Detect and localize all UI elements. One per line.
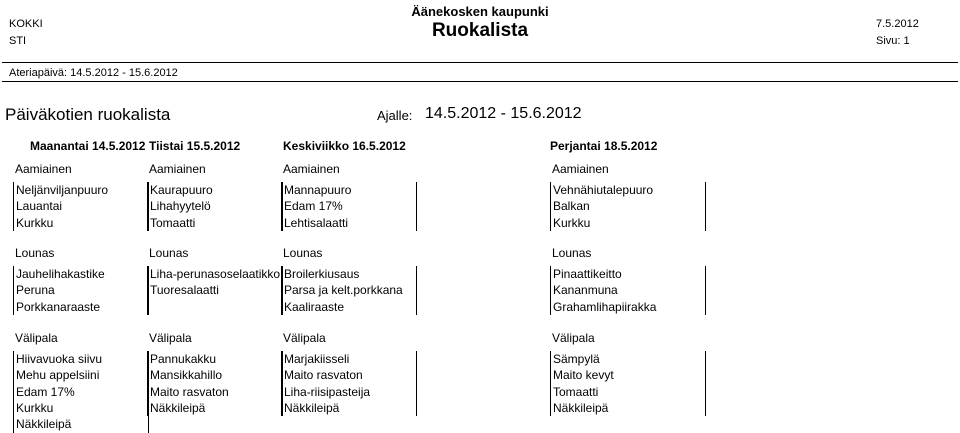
menu-item: Sämpylä xyxy=(553,352,600,366)
meal-label: Lounas xyxy=(552,246,592,260)
menu-item: Näkkileipä xyxy=(150,401,206,415)
day-heading: Tiistai 15.5.2012 xyxy=(149,139,241,153)
meal-items-box xyxy=(147,182,283,231)
menu-item: Jauhelihakastike xyxy=(16,267,105,281)
menu-item: Mansikkahillo xyxy=(150,368,223,382)
meal-label: Välipala xyxy=(283,331,326,345)
menu-item: Liha-riisipasteija xyxy=(284,385,371,399)
menu-item: Maito kevyt xyxy=(553,368,614,382)
meal-label: Lounas xyxy=(149,246,189,260)
meal-label: Aamiainen xyxy=(552,162,609,176)
meal-items-box xyxy=(550,351,706,416)
meal-items-box xyxy=(13,351,149,433)
header-divider-bottom xyxy=(2,81,958,82)
menu-item: Grahamlihapiirakka xyxy=(553,300,657,314)
meal-items-box xyxy=(13,266,149,315)
meal-label: Välipala xyxy=(552,331,595,345)
menu-item: Mehu appelsiini xyxy=(16,368,100,382)
meal-items-box xyxy=(550,266,706,315)
menu-item: Balkan xyxy=(553,199,590,213)
meal-label: Aamiainen xyxy=(15,162,72,176)
menu-item: Peruna xyxy=(16,283,55,297)
menu-item: Kananmuna xyxy=(553,283,618,297)
period-line: Ateriapäivä: 14.5.2012 - 15.6.2012 xyxy=(9,67,178,79)
menu-item: Kaaliraaste xyxy=(284,300,345,314)
menu-item: Porkkanaraaste xyxy=(16,300,101,314)
menu-item: Tuoresalaatti xyxy=(150,283,219,297)
menu-item: Hiivavuoka siivu xyxy=(16,352,103,366)
meal-label: Aamiainen xyxy=(149,162,206,176)
meal-label: Lounas xyxy=(283,246,323,260)
menu-item: Lehtisalaatti xyxy=(284,216,349,230)
menu-item: Lauantai xyxy=(16,199,63,213)
menu-item: Tomaatti xyxy=(150,216,196,230)
menu-item: Liha-perunasoselaatikko xyxy=(150,267,281,281)
meal-items-box xyxy=(281,182,417,231)
menu-item: Kaurapuuro xyxy=(150,183,213,197)
menu-item: Kurkku xyxy=(16,216,54,230)
menu-item: Broilerkiusaus xyxy=(284,267,360,281)
meal-label: Lounas xyxy=(15,246,55,260)
menu-item: Näkkileipä xyxy=(16,417,72,431)
menu-item: Maito rasvaton xyxy=(284,368,363,382)
menu-item: Näkkileipä xyxy=(553,401,609,415)
menu-item: Kurkku xyxy=(16,401,54,415)
meal-label: Aamiainen xyxy=(283,162,340,176)
meal-items-box xyxy=(147,351,283,416)
ajalle-label: Ajalle: xyxy=(377,108,413,123)
meal-items-box xyxy=(147,266,283,315)
page-title: Päiväkotien ruokalista xyxy=(5,105,171,124)
meal-label: Välipala xyxy=(149,331,192,345)
header-divider-top xyxy=(2,62,958,63)
menu-item: Lihahyytelö xyxy=(150,199,211,213)
menu-item: Neljänviljanpuuro xyxy=(16,183,109,197)
menu-item: Edam 17% xyxy=(284,199,343,213)
meal-items-box xyxy=(550,182,706,231)
menu-item: Pannukakku xyxy=(150,352,217,366)
report-title: Ruokalista xyxy=(431,20,529,41)
day-heading: Perjantai 18.5.2012 xyxy=(550,139,658,153)
day-heading: Maanantai 14.5.2012 xyxy=(30,139,146,153)
menu-item: Tomaatti xyxy=(553,385,599,399)
header-left-line2: STI xyxy=(9,35,27,47)
meal-items-box xyxy=(13,182,149,231)
menu-item: Edam 17% xyxy=(16,385,75,399)
report-date: 7.5.2012 xyxy=(876,18,919,30)
day-heading: Keskiviikko 16.5.2012 xyxy=(283,139,406,153)
menu-item: Marjakiisseli xyxy=(284,352,350,366)
header-left-line1: KOKKI xyxy=(9,18,43,30)
menu-item: Näkkileipä xyxy=(284,401,340,415)
page-number: Sivu: 1 xyxy=(876,35,910,47)
meal-label: Välipala xyxy=(15,331,58,345)
menu-item: Parsa ja kelt.porkkana xyxy=(284,283,403,297)
meal-items-box xyxy=(281,351,417,416)
menu-item: Maito rasvaton xyxy=(150,385,229,399)
menu-item: Vehnähiutalepuuro xyxy=(553,183,654,197)
ajalle-value: 14.5.2012 - 15.6.2012 xyxy=(425,105,582,122)
menu-item: Kurkku xyxy=(553,216,591,230)
menu-item: Mannapuuro xyxy=(284,183,352,197)
menu-item: Pinaattikeitto xyxy=(553,267,622,281)
meal-items-box xyxy=(281,266,417,315)
organization-name: Äänekosken kaupunki xyxy=(411,4,549,19)
